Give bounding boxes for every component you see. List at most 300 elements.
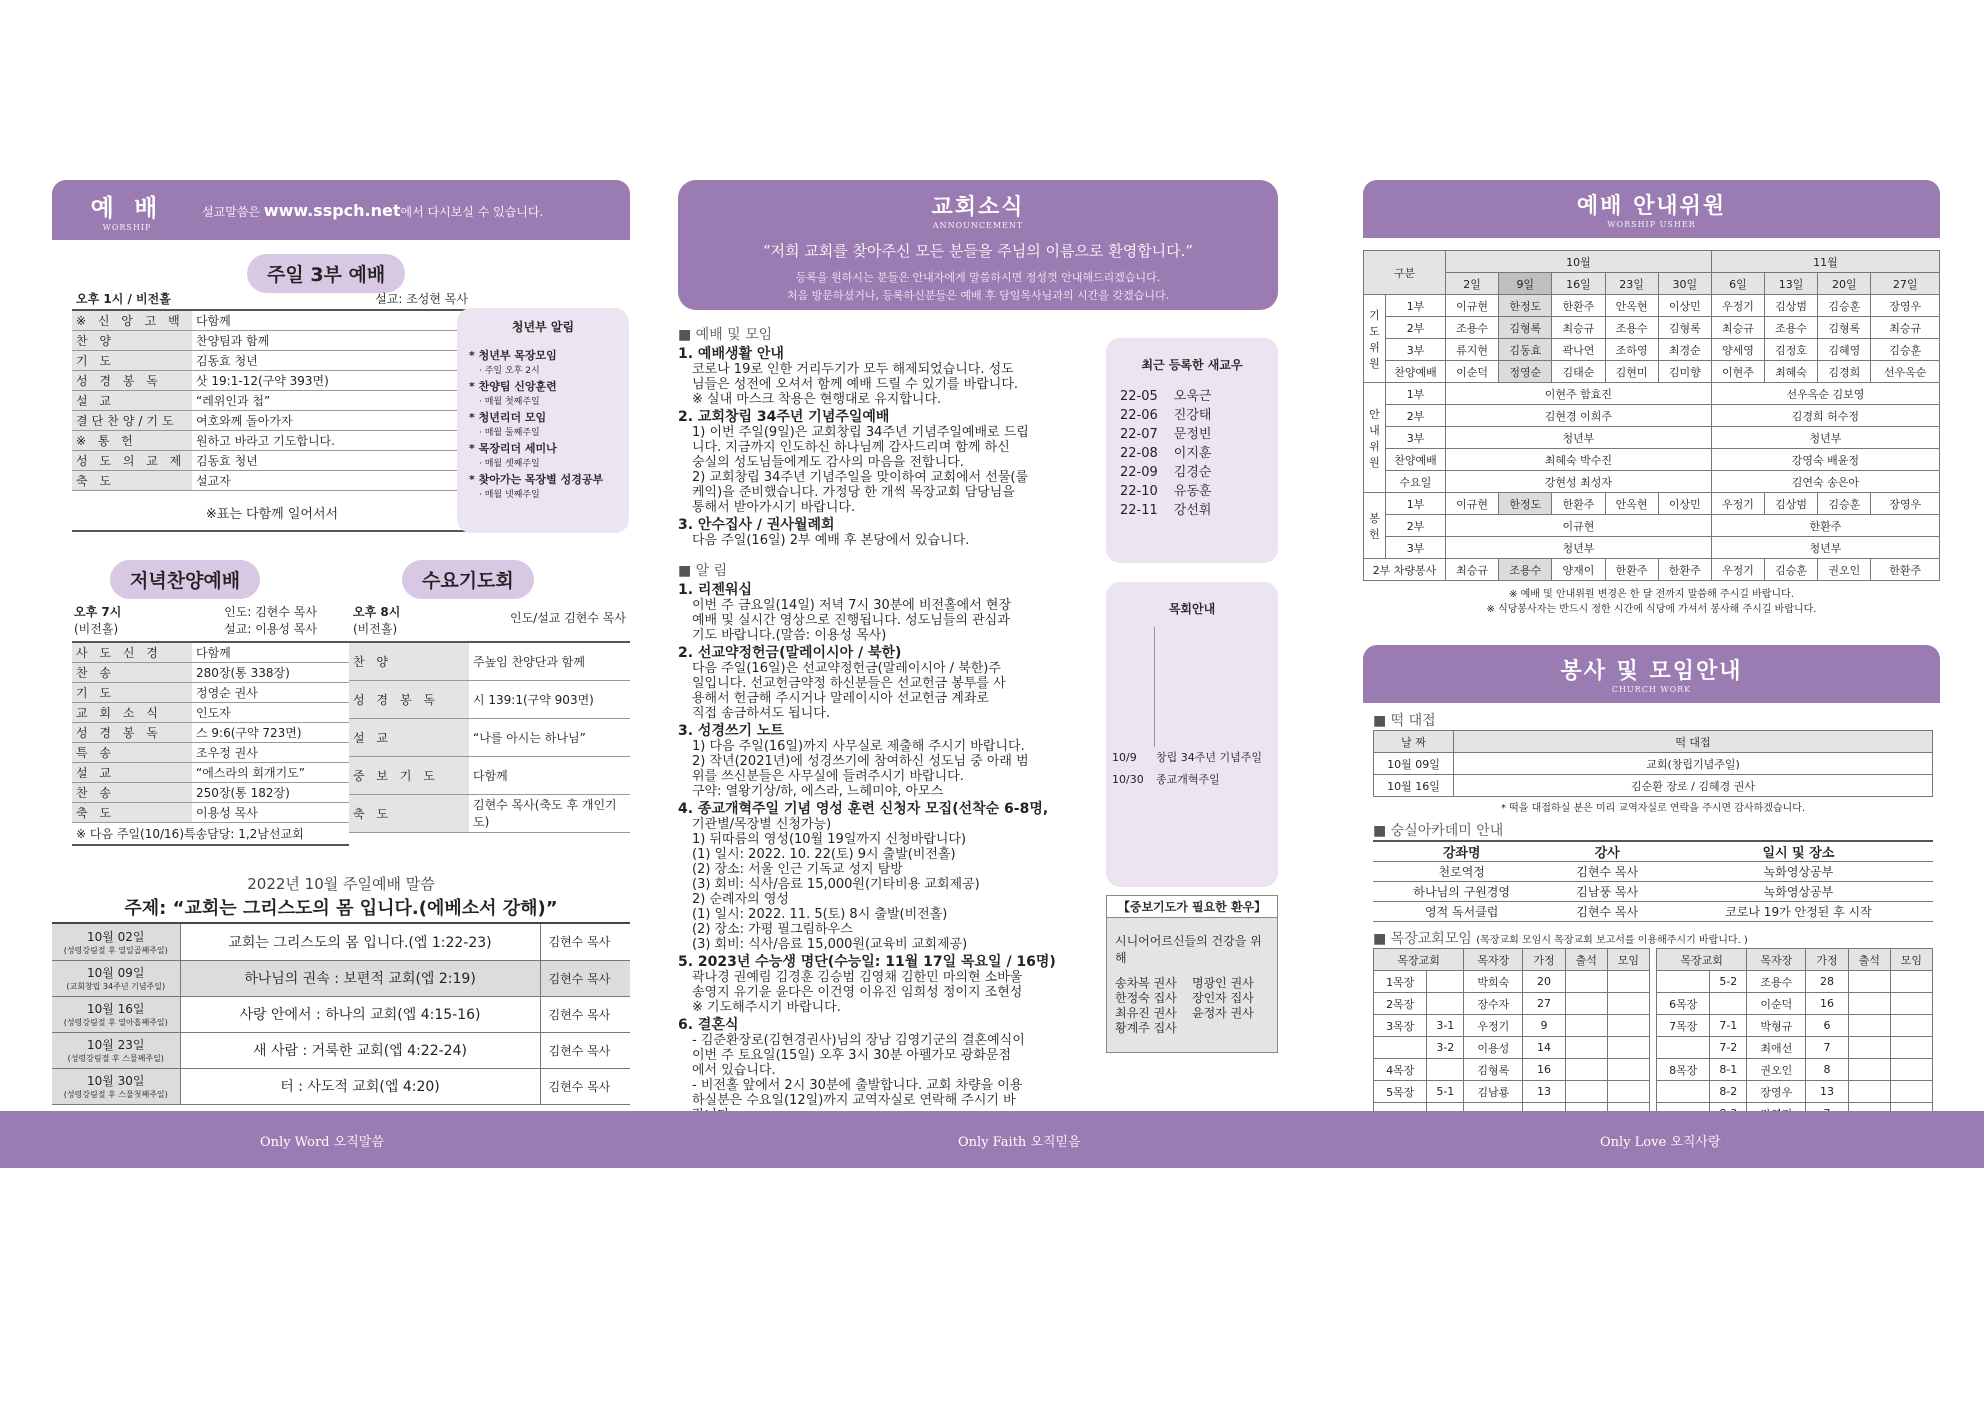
academy-cell: 코로나 19가 안정된 후 시작 [1725,905,1872,919]
cell-header: 목자장 [1464,949,1523,971]
usher-cell: 최혜숙 [1765,361,1818,383]
cell-value: 박형규 [1747,1015,1806,1037]
evening-order-row [72,663,349,683]
sermon-title: 새 사람 : 거룩한 교회(엡 4:22-24) [180,1032,540,1068]
rice-date: 10월 16일 [1374,775,1454,797]
youth-item [469,347,617,376]
rice-host-header: 떡 대접 [1454,731,1933,753]
cell-value: 조용수 [1747,971,1806,993]
evening-order-row [72,783,349,803]
cell-header: 목자장 [1747,949,1806,971]
announcement-line: 2) 작년(2021년)에 성경쓰기에 참여하신 성도님 중 아래 범 [692,754,1029,769]
evening-order-role: 성 경 봉 독 [72,723,192,743]
footer-faith: Only Faith 오직믿음 [958,1135,1081,1150]
newcomer-row [1120,501,1264,520]
academy-cell: 천로역정 [1438,865,1485,879]
usher-cell: 조용수 [1605,317,1658,339]
announcement-line: 다음 주일(16일)은 선교약정헌금(말레이시아 / 북한)주 [692,661,1001,676]
cell-row [1657,1015,1933,1037]
usher-row [1364,339,1940,361]
announcement-line: 이번 주 토요일(15일) 오후 3시 30분 아펠가모 광화문점 [692,1048,1012,1063]
schedule-row [1112,769,1272,791]
usher-car-row [1364,559,1940,581]
cell-attendance [1565,1081,1607,1103]
cell-row [1657,971,1933,993]
prayer-name [1192,1021,1269,1036]
announcement-line: 송영지 유기윤 윤다은 이건영 이유진 임희성 정이지 조현성 [692,985,1023,1000]
usher-row [1364,427,1940,449]
cell-value: 3-1 [1427,1015,1464,1037]
prayer-title: 【중보기도가 필요한 환우】 [1107,896,1277,918]
cell-value: 6목장 [1657,993,1710,1015]
evening-order-value: 정영순 권사 [192,683,349,703]
sunday3-order-row [72,331,472,351]
usher-car-cell: 권오인 [1818,559,1871,581]
announcement-line: 위를 쓰신분들은 사무실에 들려주시기 바랍니다. [692,769,964,784]
rice-date-header: 날 짜 [1374,731,1454,753]
usher-cell: 선우옥순 [1871,361,1940,383]
worship-note-pre: 설교말씀은 [202,204,264,219]
cell-value [1374,1037,1427,1059]
rice-section: ■ 떡 대접 [1373,713,1436,729]
evening-order-role: 특 송 [72,743,192,763]
usher-service: 3부 [1386,339,1446,361]
youth-item [469,378,617,407]
usher-cell-oct: 이규현 [1446,515,1712,537]
sermon-title: 터 : 사도적 교회(엡 4:20) [180,1068,540,1104]
usher-column [1363,180,1940,1099]
cell-value: 7 [1806,1037,1848,1059]
usher-cell: 최승규 [1552,317,1605,339]
sermon-theme: 주제: “교회는 그리스도의 몸 입니다.(에베소서 강해)” [52,894,630,924]
sermon-date: 10월 16일 [86,1002,145,1016]
news-column [678,180,1278,1108]
usher-service: 1부 [1386,383,1446,405]
newcomer-date: 22-09 [1120,465,1158,480]
wednesday-order-value: “나를 아시는 하나님” [469,718,630,756]
usher-cell: 곽나연 [1552,339,1605,361]
announcement-heading: 6. 결혼식 [678,1017,739,1033]
sermon-preacher: 김현수 목사 [548,935,611,950]
worship-column [52,180,630,1099]
cell-value: 8-1 [1710,1059,1747,1081]
cell-value: 5-1 [1427,1081,1464,1103]
cell-value: 4목장 [1374,1059,1427,1081]
sermon-title: 교회는 그리스도의 몸 입니다.(엡 1:22-23) [180,924,540,960]
announcement-line: 숭실의 성도님들에게도 감사의 마음을 전합니다. [692,455,964,470]
usher-cell-oct: 강현성 최성자 [1446,471,1712,493]
evening-time: 오후 7시 [74,605,122,619]
sunday3-order-value: 다함께 [192,311,472,331]
youth-item-schedule: · 매월 넷째주일 [479,490,540,500]
evening-order-value: 280장(통 338장) [192,663,349,683]
sunday3-order-table [72,311,472,491]
cell-header: 가정 [1806,949,1848,971]
sermon-header: 2022년 10월 주일예배 말씀 [247,875,435,893]
announcement-item [678,802,1098,952]
cell-attendance [1848,1081,1890,1103]
cell-value: 김형록 [1464,1059,1523,1081]
usher-car-cell: 한환주 [1871,559,1940,581]
newcomer-name: 유동훈 [1173,484,1212,499]
newcomer-row [1120,387,1264,406]
evening-note: ※ 다음 주일(10/16)특송담당: 1,2남선교회 [72,823,349,846]
announcement-line: (1) 일시: 2022. 11. 5(토) 8시 출발(비전홀) [692,907,948,922]
cell-header: 모임 [1890,949,1932,971]
wednesday-time: 오후 8시 [353,605,401,619]
cell-meeting [1607,1037,1649,1059]
announcement-heading: 3. 성경쓰기 노트 [678,723,784,739]
cell-attendance [1565,993,1607,1015]
usher-car-cell: 우정기 [1711,559,1764,581]
announcement-line: (3) 회비: 식사/음료 15,000원(교육비 교회제공) [692,937,968,952]
announcement-line: 1) 이번 주일(9일)은 교회창립 34주년 기념주일예배로 드립 [692,425,1029,440]
announcement-line: 2) 순례자의 영성 [692,892,789,907]
announcement-line: 2) 교회창립 34주년 기념주일을 맞이하여 교회에서 선물(룰 [692,470,1029,485]
usher-row [1364,405,1940,427]
cell-header: 가정 [1523,949,1565,971]
announcement-heading: 1. 리젠워십 [678,582,753,598]
cell-value: 장영우 [1747,1081,1806,1103]
usher-gubun: 구분 [1364,251,1446,295]
wednesday-place: (비전홀) [353,622,398,636]
newcomer-date: 22-05 [1120,389,1158,404]
news-title: 교회소식 [931,194,1025,220]
announcement-line: - 비전홀 앞에서 2시 30분에 출발합니다. 교회 차량을 이용 [692,1078,1023,1093]
sermon-row [52,996,630,1032]
announcement-item [678,724,1098,799]
usher-cell: 김형록 [1658,317,1711,339]
cell-meeting [1607,993,1649,1015]
wednesday-order-role: 중 보 기 도 [349,756,469,794]
academy-cell: 녹화영상공부 [1763,885,1834,899]
usher-cell: 김경희 [1818,361,1871,383]
website-link[interactable]: www.sspch.net [263,200,401,220]
sermon-row [52,924,630,960]
cell-row [1374,993,1650,1015]
sermon-preacher: 김현수 목사 [548,1043,611,1058]
usher-cell: 이상민 [1658,295,1711,317]
newcomers-box [1106,338,1278,563]
usher-cell: 김태순 [1552,361,1605,383]
section-notices: ■ 알 림 [678,563,728,579]
usher-cell: 한환주 [1552,295,1605,317]
announcement-heading: 2. 선교약정헌금(말레이시아 / 북한) [678,645,902,661]
announcement-line: 기관별/목장별 신청가능) [692,817,832,832]
usher-cell: 김동효 [1499,339,1552,361]
usher-car-cell: 최승규 [1446,559,1499,581]
cell-attendance [1565,1037,1607,1059]
announcement-line: 다음 주일(16일) 2부 예배 후 본당에서 있습니다. [692,533,970,548]
usher-cell: 정영순 [1499,361,1552,383]
wednesday-order-row [349,642,630,680]
usher-row [1364,493,1940,515]
schedule-event: 창립 34주년 기념주일 [1156,751,1262,764]
announcement-line: ※ 실내 마스크 착용은 현행대로 유지합니다. [692,392,942,407]
usher-row [1364,361,1940,383]
newcomer-name: 진강태 [1173,408,1212,423]
announcement-heading: 4. 종교개혁주일 기념 영성 훈련 신청자 모집(선착순 6-8명, [678,801,1049,817]
rice-note: * 떡을 대접하실 분은 미리 교역자실로 연락을 주시면 감사하겠습니다. [1500,803,1806,814]
worship-header [52,180,630,240]
cell-row [1657,993,1933,1015]
cell-row [1657,1059,1933,1081]
usher-cell: 이순덕 [1446,361,1499,383]
evening-order-row [72,763,349,783]
worship-note-post: 에서 다시보실 수 있습니다. [400,204,544,219]
usher-cell: 조하영 [1605,339,1658,361]
sermon-date: 10월 09일 [86,966,145,980]
wednesday-order-value: 김현수 목사(축도 후 개인기도) [469,794,630,832]
announcement-line: 님들은 성전에 오셔서 함께 예배 드릴 수 있기를 바랍니다. [692,377,1019,392]
usher-row [1364,295,1940,317]
sermon-date: 10월 23일 [86,1038,145,1052]
cell-header: 모임 [1607,949,1649,971]
usher-service: 수요일 [1386,471,1446,493]
cell-value: 20 [1523,971,1565,993]
cell-attendance [1848,1015,1890,1037]
rice-host: 교회(창립기념주일) [1454,753,1933,775]
service-subtitle: CHURCH WORK [1611,685,1692,694]
cell-value: 14 [1523,1037,1565,1059]
usher-date: 13일 [1765,273,1818,295]
cell-value: 27 [1523,993,1565,1015]
cell-meeting [1607,971,1649,993]
sunday3-order-role: 기 도 [72,351,192,371]
prayer-name: 송차복 권사 [1115,976,1177,990]
usher-group: 기 도 위 원 [1364,295,1386,383]
evening-preach: 설교: 이용성 목사 [224,622,317,636]
usher-cell: 김혜영 [1818,339,1871,361]
sermon-date: 10월 02일 [86,929,145,944]
sermon-row [52,960,630,996]
cell-value [1427,1059,1464,1081]
newcomer-name: 오욱근 [1173,389,1212,404]
announcement-line: 직접 송금하셔도 됩니다. [692,706,830,721]
youth-item [469,471,617,500]
wednesday-order-row [349,756,630,794]
academy-header: 일시 및 장소 [1664,841,1933,862]
usher-cell-nov: 김경희 허수정 [1711,405,1939,427]
footer-love: Only Love 오직사랑 [1600,1135,1721,1150]
cell-value: 우정기 [1464,1015,1523,1037]
sunday3-order-row [72,371,472,391]
youth-item-title: * 청년부 목장모임 [469,349,557,362]
usher-date: 2일 [1446,273,1499,295]
cell-value: 5목장 [1374,1081,1427,1103]
youth-item [469,440,617,469]
newcomer-date: 22-11 [1120,503,1158,518]
academy-cell: 김현수 목사 [1576,865,1639,879]
cell-header: 목장교회 [1657,949,1747,971]
youth-item-schedule: · 매월 첫째주일 [479,397,540,407]
usher-date: 6일 [1711,273,1764,295]
wednesday-order-role: 축 도 [349,794,469,832]
usher-cell: 한정도 [1499,493,1552,515]
sunday3-order-row [72,391,472,411]
sermon-series [52,873,630,1105]
announcement-item [678,955,1098,1015]
evening-order-row [72,743,349,763]
wednesday-order-role: 설 교 [349,718,469,756]
usher-cell: 이상민 [1658,493,1711,515]
academy-row [1373,862,1933,882]
cell-meeting [1607,1081,1649,1103]
sunday3-order-role: 성 경 봉 독 [72,371,192,391]
news-header [678,180,1278,310]
youth-item-title: * 청년리더 모임 [469,411,547,424]
sunday3-title: 주일 3부 예배 [247,254,405,293]
usher-cell-nov: 선우옥순 김보영 [1711,383,1939,405]
announcement-line: 통해서 받아가시기 바랍니다. [692,500,856,515]
usher-service: 2부 [1386,317,1446,339]
cell-meeting [1890,971,1932,993]
evening-place: (비전홀) [74,622,119,636]
announcement-line: 코로나 19로 인한 거리두기가 모두 해제되었습니다. 성도 [692,362,1014,377]
announcement-line: 케익)을 준비했습니다. 가정당 한 개씩 목장교회 담당님을 [692,485,1015,500]
cell-value [1427,993,1464,1015]
usher-group: 봉 헌 [1364,493,1386,559]
cell-value: 16 [1523,1059,1565,1081]
announcement-heading: 5. 2023년 수능생 명단(수능일: 11월 17일 목요일 / 16명) [678,954,1056,970]
sunday3-order-value: 원하고 바라고 기도합니다. [192,431,472,451]
evening-order-role: 사 도 신 경 [72,642,192,663]
cell-meeting [1890,1081,1932,1103]
wednesday-order-value: 시 139:1(구약 903면) [469,680,630,718]
sunday3-order-value: 김동효 청년 [192,351,472,371]
cell-value: 박희숙 [1464,971,1523,993]
youth-item-title: * 찾아가는 목장별 성경공부 [469,473,604,486]
sunday3-order-value: “레위인과 첩” [192,391,472,411]
usher-service: 1부 [1386,493,1446,515]
cell-section-title: ■ 목장교회모임 [1373,931,1472,947]
cell-header: 출석 [1565,949,1607,971]
schedule-title: 목회안내 [1168,602,1216,616]
sunday3-order-row [72,471,472,491]
worship-subtitle: WORSHIP [102,223,152,232]
usher-cell-oct: 김현경 이희주 [1446,405,1712,427]
announcement-line: 니다. 지금까지 인도하신 하나님께 감사드리며 함께 하신 [692,440,1010,455]
cell-note: (목장교회 모임시 목장교회 보고서를 이용해주시기 바랍니다. ) [1476,935,1748,946]
cell-row [1374,1081,1650,1103]
rice-host: 김순환 장로 / 김혜경 권사 [1454,775,1933,797]
worship-title: 예 배 [90,193,164,222]
usher-cell-oct: 청년부 [1446,537,1712,559]
cell-attendance [1565,1059,1607,1081]
sunday3-order-role: ※ 신 앙 고 백 [72,311,192,331]
sunday3-order-role: ※ 통 헌 [72,431,192,451]
sermon-occasion: (성령강림절 후 열아홉째주일) [63,1018,168,1027]
prayer-name: 황계주 집사 [1115,1021,1177,1035]
schedule-event: 종교개혁주일 [1156,773,1220,786]
evening-order-role: 찬 송 [72,663,192,683]
evening-block [72,603,349,846]
usher-cell-nov: 김연숙 송은아 [1711,471,1939,493]
usher-cell-nov: 강영숙 배윤정 [1711,449,1939,471]
prayer-subtitle: 시니어어르신들의 건강을 위해 [1115,934,1262,965]
usher-row [1364,383,1940,405]
month-october: 10월 [1446,251,1712,273]
announcement-item [678,1018,1098,1123]
rice-table [1373,730,1933,797]
evening-order-row [72,703,349,723]
announcement-line: ※ 기도해주시기 바랍니다. [692,1000,841,1015]
cell-value [1657,1081,1710,1103]
cell-value: 7-1 [1710,1015,1747,1037]
cell-value: 장수자 [1464,993,1523,1015]
usher-cell: 우정기 [1711,493,1764,515]
announcement-line: (2) 장소: 가평 필그림하우스 [692,922,853,937]
usher-cell: 한정도 [1499,295,1552,317]
rice-row [1374,775,1933,797]
evening-title: 저녁찬양예배 [110,560,260,599]
youth-item-schedule: · 주일 오후 2시 [479,366,540,376]
cell-value [1657,971,1710,993]
usher-cell: 김승훈 [1871,339,1940,361]
announcement-line: 용해서 헌금해 주시거나 말레이시아 선교헌금 계좌로 [692,691,989,706]
evening-order-row [72,803,349,823]
evening-order-row [72,683,349,703]
cell-value: 13 [1523,1081,1565,1103]
cell-value: 3-2 [1427,1037,1464,1059]
youth-item-schedule: · 매월 셋째주일 [479,459,540,469]
sermon-occasion: (성령강림절 후 스물첫째주일) [63,1090,168,1099]
sunday3-order-row [72,351,472,371]
section-worship-meetings: ■ 예배 및 모임 [678,327,773,343]
schedule-date: 10/30 [1112,773,1144,786]
sermon-row [52,1068,630,1104]
usher-service: 1부 [1386,295,1446,317]
cell-value: 3목장 [1374,1015,1427,1037]
newcomer-row [1120,444,1264,463]
cell-row [1374,1037,1650,1059]
prayer-name: 명광인 권사 [1192,976,1254,990]
cell-value: 8목장 [1657,1059,1710,1081]
usher-note-2: ※ 식당봉사자는 반드시 정한 시간에 식당에 가셔서 봉사해 주시길 바랍니다. [1486,604,1817,615]
newcomer-date: 22-07 [1120,427,1158,442]
cell-row [1374,1059,1650,1081]
usher-date: 27일 [1871,273,1940,295]
cell-row [1374,1015,1650,1037]
newcomer-date: 22-08 [1120,446,1158,461]
usher-car-cell: 한환주 [1658,559,1711,581]
usher-group: 안 내 위 원 [1364,383,1386,493]
rice-row [1374,753,1933,775]
usher-cell: 이현주 [1711,361,1764,383]
schedule-row [1112,747,1272,769]
usher-cell: 최경순 [1658,339,1711,361]
youth-notice-title: 청년부 알림 [511,320,575,334]
academy-section: ■ 숭실아카데미 안내 [1373,823,1504,839]
cell-meeting [1890,1015,1932,1037]
wednesday-title: 수요기도회 [402,560,534,599]
announcement-line: 하실분은 수요일(12일)까지 교역자실로 연락해 주시기 바 [692,1093,1016,1108]
announcement-line: (1) 일시: 2022. 10. 22(토) 9시 출발(비전홀) [692,847,956,862]
usher-service: 2부 [1386,405,1446,427]
wednesday-order-role: 성 경 봉 독 [349,680,469,718]
sunday3-order-value: 찬양팀과 함께 [192,331,472,351]
newcomer-row [1120,406,1264,425]
usher-cell-nov: 한환주 [1711,515,1939,537]
usher-row [1364,449,1940,471]
schedule-box [1106,582,1278,887]
usher-cell: 김형록 [1818,317,1871,339]
newcomer-name: 김경순 [1173,465,1212,480]
announcement-line: 1) 다음 주일(16일)까지 사무실로 제출해 주시기 바랍니다. [692,739,1025,754]
cell-attendance [1848,1059,1890,1081]
cell-value: 8-2 [1710,1081,1747,1103]
evening-order-value: 250장(통 182장) [192,783,349,803]
